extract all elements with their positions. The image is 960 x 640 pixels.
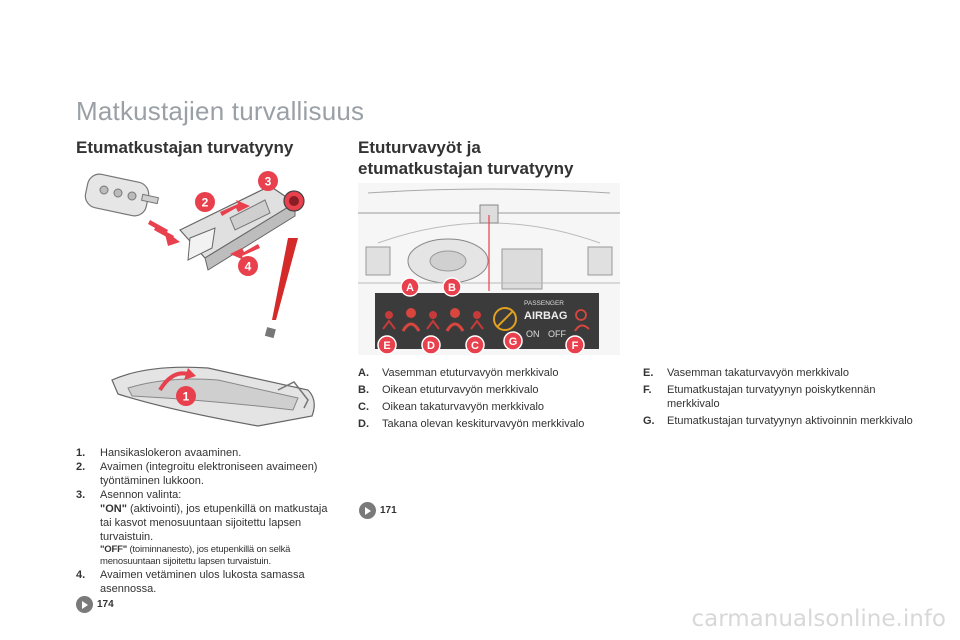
panel-letter-markers (375, 275, 599, 363)
step-number: 2. (76, 461, 86, 473)
step-item (76, 460, 336, 488)
on-option-label: "ON" (100, 503, 127, 515)
step-text-block (100, 488, 336, 568)
left-section-title: Etumatkustajan turvatyyny (76, 138, 294, 157)
on-option-text: (aktivointi), jos etupenkillä on matkustaja tai kasvot menosuuntaan sijoitettu lapsen turvaistuin. (100, 503, 328, 543)
legend-text: Etumatkustajan turvatyynyn aktivoinnin merkkivalo (667, 415, 913, 427)
glovebox-illustration (108, 360, 320, 432)
legend-text: Vasemman etuturvavyön merkkivalo (382, 367, 559, 379)
legend-item (643, 366, 913, 380)
svg-text:F: F (571, 340, 579, 352)
legend-letter: B. (358, 384, 369, 396)
svg-text:G: G (508, 336, 518, 348)
insert-arrow (148, 220, 180, 246)
svg-text:B: B (448, 282, 456, 294)
watermark: carmanualsonline.info (691, 606, 946, 632)
legend-item (358, 400, 628, 414)
legend-letter: D. (358, 418, 369, 430)
legend-text: Oikean etuturvavyön merkkivalo (382, 384, 539, 396)
marker-f (566, 336, 584, 354)
callout-4 (238, 256, 258, 276)
svg-text:2: 2 (201, 195, 209, 210)
legend-item (643, 414, 913, 428)
callout-2 (195, 192, 215, 212)
svg-text:A: A (406, 282, 414, 294)
legend-letter: G. (643, 415, 655, 427)
step-text: Avaimen vetäminen ulos lukosta samassa asennossa. (100, 569, 305, 595)
legend-text: Etumatkustajan turvatyynyn poiskytkennän merkkivalo (667, 384, 876, 410)
on-option (100, 502, 336, 544)
svg-text:C: C (471, 340, 479, 352)
page-reference-number: 171 (380, 505, 397, 516)
step-text: Avaimen (integroitu elektroniseen avaimeen) työntäminen lukkoon. (100, 461, 318, 487)
legend-letter: C. (358, 401, 369, 413)
step-number: 3. (76, 489, 86, 501)
page-title: Matkustajien turvallisuus (76, 96, 365, 126)
page-reference-171[interactable] (359, 502, 397, 519)
page-reference-174[interactable] (76, 596, 114, 613)
step-item (76, 488, 336, 568)
callout-3 (258, 171, 278, 191)
marker-e (378, 336, 396, 354)
off-option-label: "OFF" (100, 544, 128, 555)
marker-d (422, 336, 440, 354)
page-reference-arrow-icon (359, 502, 376, 519)
svg-text:D: D (427, 340, 435, 352)
right-title-line2: etumatkustajan turvatyyny (358, 159, 574, 178)
step-number: 1. (76, 447, 86, 459)
marker-b (443, 278, 461, 296)
legend-letter: F. (643, 384, 652, 396)
svg-text:4: 4 (244, 259, 252, 274)
legend-text: Oikean takaturvavyön merkkivalo (382, 401, 545, 413)
svg-text:1: 1 (182, 389, 190, 404)
warning-exclamation-icon (265, 238, 298, 338)
key-fob (83, 172, 158, 218)
legend-item (643, 383, 913, 411)
legend-list-left (358, 366, 628, 434)
marker-g (504, 332, 522, 350)
svg-text:E: E (383, 340, 391, 352)
off-option-text: (toiminnanesto), jos etupenkillä on selkä menosuuntaan sijoitettu lapsen turvaistuin. (100, 544, 291, 567)
legend-text: Vasemman takaturvavyön merkkivalo (667, 367, 849, 379)
legend-list-right (643, 366, 913, 431)
callout-1 (176, 386, 196, 406)
step-text: Asennon valinta: (100, 489, 182, 501)
airbag-label: AIRBAG (524, 310, 568, 322)
step-number: 4. (76, 569, 86, 581)
marker-c (466, 336, 484, 354)
marker-a (401, 278, 419, 296)
steps-list (76, 446, 336, 596)
step-item (76, 568, 336, 596)
key-switch-illustration (80, 168, 320, 353)
page-reference-number: 174 (97, 599, 114, 610)
step-text: Hansikaslokeron avaaminen. (100, 447, 242, 459)
svg-text:3: 3 (264, 174, 272, 189)
off-option (100, 544, 336, 568)
legend-item (358, 417, 628, 431)
off-label: OFF (548, 329, 566, 339)
legend-item (358, 366, 628, 380)
right-title-line1: Etuturvavyöt ja (358, 138, 481, 157)
legend-item (358, 383, 628, 397)
on-label: ON (526, 329, 540, 339)
legend-text: Takana olevan keskiturvavyön merkkivalo (382, 418, 585, 430)
page-reference-arrow-icon (76, 596, 93, 613)
legend-letter: A. (358, 367, 369, 379)
legend-letter: E. (643, 367, 654, 379)
passenger-label: PASSENGER (524, 300, 564, 307)
step-item (76, 446, 336, 460)
right-section-title (358, 137, 658, 179)
